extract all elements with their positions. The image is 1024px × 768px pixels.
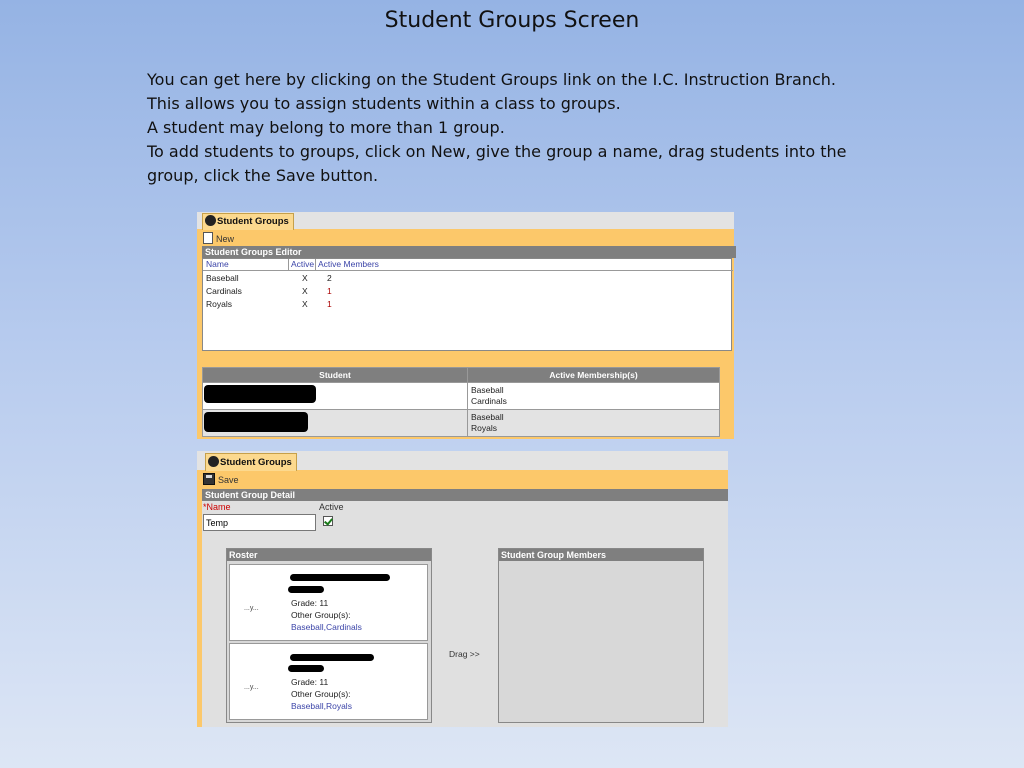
redacted-student-name [204, 412, 308, 432]
bullet-line: This allows you to assign students within a class to groups. [147, 94, 621, 113]
name-field-label: *Name [203, 502, 231, 512]
table-row[interactable] [203, 383, 720, 410]
table-row[interactable] [203, 410, 720, 437]
group-active: X [302, 299, 308, 309]
group-name: Cardinals [206, 286, 242, 296]
active-checkbox[interactable] [323, 516, 333, 526]
app-logo-icon [208, 456, 219, 467]
student-cell [203, 410, 468, 437]
membership-cell [468, 383, 720, 410]
redacted-student-name [290, 654, 374, 661]
tab-label: Student Groups [217, 216, 289, 227]
bullet-line: A student may belong to more than 1 group. [147, 118, 505, 137]
bullet-line: You can get here by clicking on the Student Groups link on the I.C. Instruction Branch. [147, 70, 836, 89]
membership-group: Royals [471, 423, 497, 433]
other-groups-value: Baseball,Royals [291, 701, 352, 711]
roster-header: Roster [227, 549, 431, 561]
student-group-detail-panel [197, 451, 728, 727]
new-button-label: New [216, 234, 235, 244]
save-button[interactable] [203, 473, 239, 486]
tab-bar [197, 212, 734, 229]
groups-list [202, 258, 732, 351]
other-groups-label: Other Group(s): [291, 689, 351, 699]
membership-cell [468, 410, 720, 437]
save-disk-icon [203, 473, 215, 485]
group-active: X [302, 286, 308, 296]
roster-student-card[interactable] [229, 643, 428, 720]
slide-title: Student Groups Screen [384, 8, 640, 33]
student-grade: Grade: 11 [291, 598, 329, 608]
other-groups-label: Other Group(s): [291, 610, 351, 620]
column-header-active-memberships: Active Membership(s) [468, 368, 720, 383]
membership-group: Baseball [471, 412, 504, 422]
column-header-active[interactable]: Active [291, 259, 315, 269]
section-header: Student Group Detail [202, 489, 728, 501]
drag-hint: Drag >> [449, 649, 480, 659]
roster-student-card[interactable] [229, 564, 428, 641]
group-member-count: 1 [327, 286, 332, 296]
redacted-student-name [290, 574, 390, 581]
redacted-student-name [288, 665, 324, 672]
tab-bar [197, 451, 728, 470]
roster-panel [226, 548, 432, 723]
membership-group: Baseball [471, 385, 504, 395]
group-members-header: Student Group Members [499, 549, 703, 561]
new-document-icon [203, 232, 213, 244]
student-photo-placeholder: ...y... [244, 605, 259, 612]
new-button[interactable] [203, 232, 234, 245]
section-header: Student Groups Editor [202, 246, 736, 258]
tab-student-groups[interactable] [205, 453, 297, 471]
membership-table [202, 367, 720, 437]
tab-label: Student Groups [220, 457, 292, 468]
student-groups-editor-panel [197, 212, 734, 439]
detail-form [202, 501, 728, 727]
other-groups-value: Baseball,Cardinals [291, 622, 362, 632]
student-photo-placeholder: ...y... [244, 684, 259, 691]
student-grade: Grade: 11 [291, 677, 329, 687]
app-logo-icon [205, 215, 216, 226]
group-active: X [302, 273, 308, 283]
instruction-text [147, 68, 867, 188]
column-header-name[interactable]: Name [203, 259, 289, 271]
group-members-panel[interactable] [498, 548, 704, 723]
group-name-input[interactable] [203, 514, 316, 531]
column-header-active-members[interactable]: Active Members [316, 259, 733, 271]
column-header-student: Student [203, 368, 468, 383]
bullet-line: To add students to groups, click on New, give the group a name, drag students into the group, click the Save button. [147, 142, 847, 185]
tab-student-groups[interactable] [202, 213, 294, 230]
save-button-label: Save [218, 475, 239, 485]
redacted-student-name [288, 586, 324, 593]
group-name: Baseball [206, 273, 239, 283]
student-cell [203, 383, 468, 410]
membership-group: Cardinals [471, 396, 507, 406]
group-name: Royals [206, 299, 232, 309]
active-field-label: Active [319, 502, 344, 512]
group-member-count: 1 [327, 299, 332, 309]
redacted-student-name [204, 385, 316, 403]
group-member-count: 2 [327, 273, 332, 283]
